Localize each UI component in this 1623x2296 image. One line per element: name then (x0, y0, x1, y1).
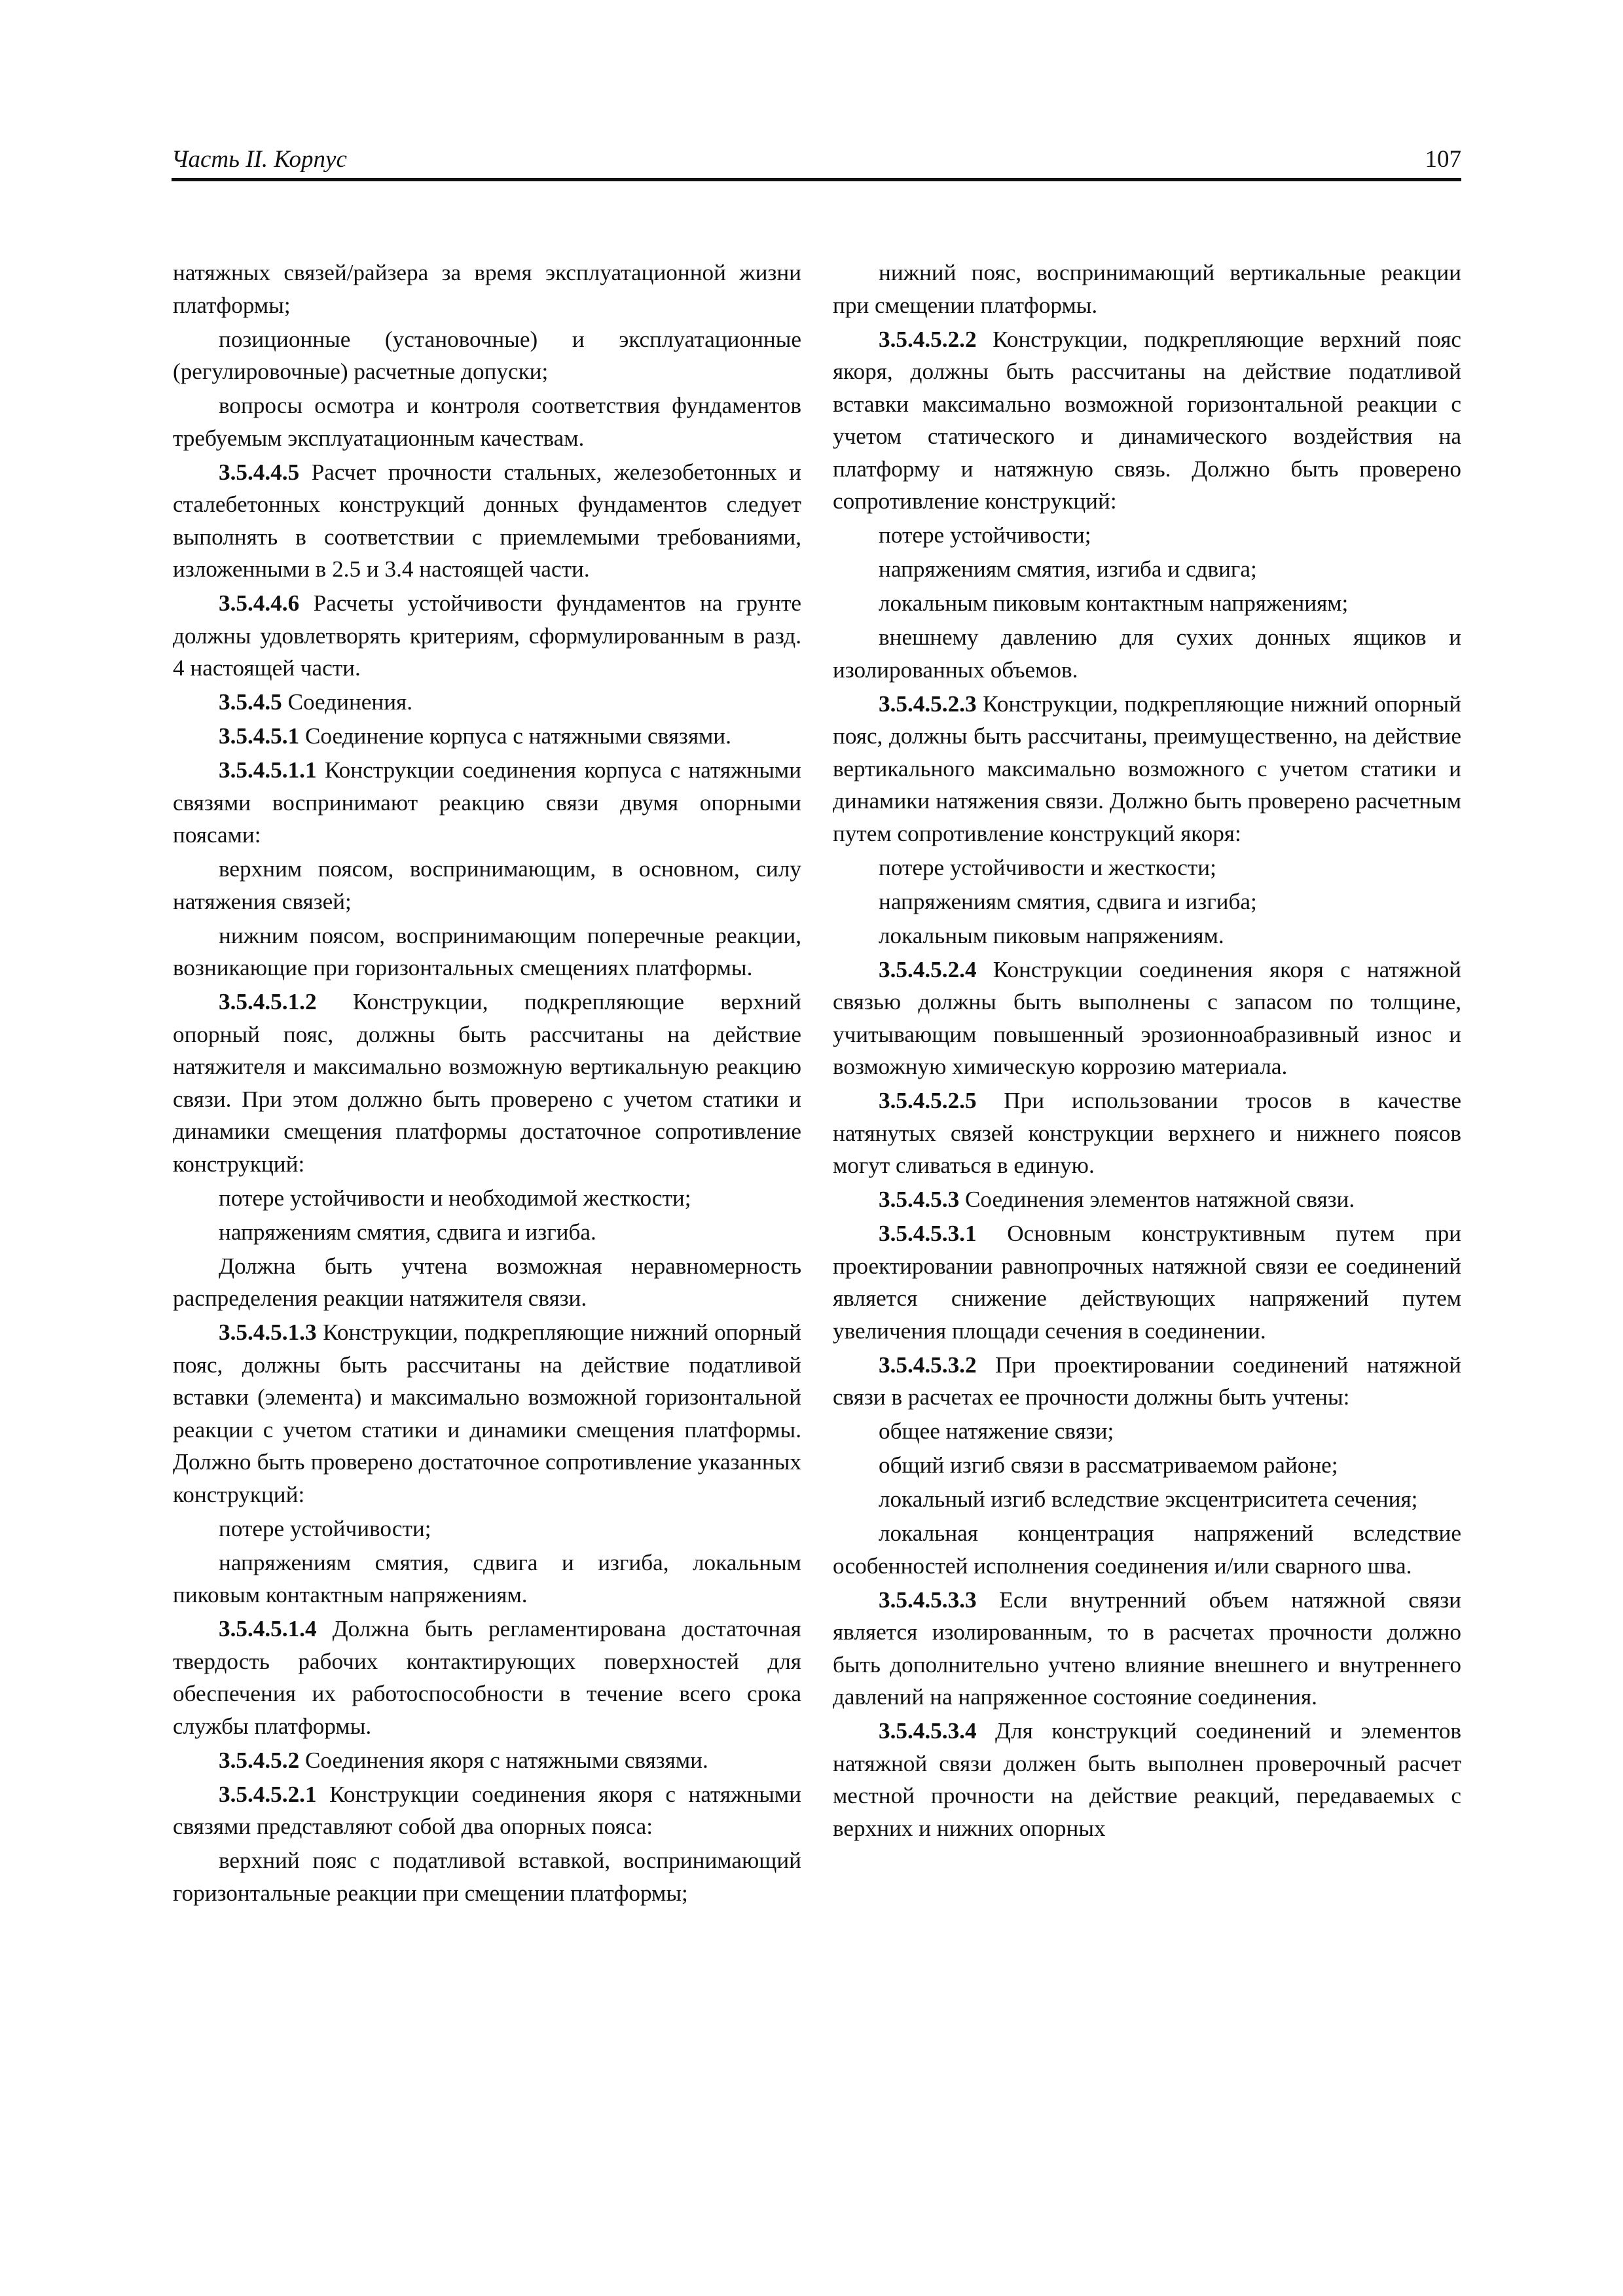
paragraph-text: локальным пиковым напряжениям. (879, 922, 1224, 948)
paragraph-text: При проектировании соединений натяжной связи в расчетах ее прочности должны быть учтены: (833, 1352, 1461, 1410)
paragraph-text: Соединения элементов натяжной связи. (959, 1187, 1355, 1212)
paragraph-text: Соединения. (282, 689, 413, 715)
paragraph-text: нижним поясом, воспринимающим поперечные реакции, возникающие при горизонтальных смещениях платформы. (173, 922, 801, 980)
paragraph-text: натяжных связей/райзера за время эксплуатационной жизни платформы; (173, 260, 801, 318)
clause-number: 3.5.4.4.6 (219, 590, 300, 616)
paragraph-text: нижний пояс, воспринимающий вертикальные реакции при смещении платформы. (833, 260, 1461, 318)
text-paragraph (833, 1449, 1461, 1482)
paragraph-text: напряжениям смятия, сдвига и изгиба; (879, 888, 1257, 914)
paragraph-text: Расчеты устойчивости фундаментов на грунте должны удовлетворять критериям, сформулированным в разд. 4 настоящей части. (173, 590, 801, 681)
paragraph-text: Конструкции, подкрепляющие верхний пояс якоря, должны быть рассчитаны на действие податливой вставки максимально возможной горизонтальной реакции с учетом статического и динамического воздействия на платформу и натяжную связь. Должно быть проверено сопротивление конструкций: (833, 326, 1461, 514)
paragraph-text: Конструкции соединения якоря с натяжными связями представляют собой два опорных пояса: (173, 1781, 801, 1839)
clause-paragraph (833, 1584, 1461, 1713)
page-number: 107 (1425, 146, 1461, 173)
paragraph-text: потере устойчивости; (219, 1515, 431, 1541)
text-paragraph (833, 852, 1461, 884)
paragraph-text: Расчет прочности стальных, железобетонных и сталебетонных конструкций донных фундаментов следует выполнять в соответствии с приемлемыми требованиями, изложенными в 2.5 и 3.4 настоящей части. (173, 459, 801, 582)
clause-paragraph (833, 1183, 1461, 1216)
clause-number: 3.5.4.4.5 (219, 459, 300, 485)
clause-number: 3.5.4.5 (219, 689, 282, 715)
text-paragraph (833, 587, 1461, 620)
paragraph-text: потере устойчивости и жесткости; (879, 854, 1216, 880)
paragraph-text: Основным конструктивным путем при проектировании равнопрочных натяжной связи ее соединений является снижение действующих напряжений путем увеличения площади сечения в соединении. (833, 1221, 1461, 1344)
paragraph-text: Конструкции соединения корпуса с натяжными связями воспринимают реакцию связи двумя опорными поясами: (173, 757, 801, 848)
clause-number: 3.5.4.5.3.4 (879, 1718, 977, 1744)
text-paragraph (173, 1182, 801, 1215)
paragraph-text: локальная концентрация напряжений вследствие особенностей исполнения соединения и/или сварного шва. (833, 1520, 1461, 1579)
clause-paragraph (833, 954, 1461, 1083)
clause-number: 3.5.4.5.3.3 (879, 1587, 977, 1613)
text-paragraph (833, 257, 1461, 321)
clause-paragraph (173, 720, 801, 753)
paragraph-text: позиционные (установочные) и эксплуатационные (регулировочные) расчетные допуски; (173, 326, 801, 384)
paragraph-text: общий изгиб связи в рассматриваемом районе; (879, 1452, 1338, 1478)
clause-paragraph (173, 1778, 801, 1843)
clause-number: 3.5.4.5.3.2 (879, 1352, 977, 1378)
paragraph-text: вопросы осмотра и контроля соответствия фундаментов требуемым эксплуатационным качествам. (173, 393, 801, 451)
clause-number: 3.5.4.5.1.4 (219, 1616, 317, 1641)
text-paragraph (833, 886, 1461, 918)
text-paragraph (833, 553, 1461, 586)
clause-number: 3.5.4.5.1.1 (219, 757, 317, 783)
paragraph-text: Должна быть учтена возможная неравномерность распределения реакции натяжителя связи. (173, 1253, 801, 1311)
paragraph-text: верхним поясом, воспринимающим, в основном, силу натяжения связей; (173, 856, 801, 914)
clause-paragraph (833, 1349, 1461, 1414)
paragraph-text: общее натяжение связи; (879, 1418, 1114, 1444)
text-paragraph (173, 1216, 801, 1249)
clause-paragraph (833, 1085, 1461, 1182)
clause-paragraph (173, 587, 801, 685)
paragraph-text: напряжениям смятия, сдвига и изгиба. (219, 1219, 596, 1245)
paragraph-text: локальный изгиб вследствие эксцентриситета сечения; (879, 1486, 1418, 1512)
paragraph-text: локальным пиковым контактным напряжениям; (879, 590, 1349, 616)
right-column (833, 257, 1461, 1846)
text-paragraph (833, 1517, 1461, 1582)
clause-paragraph (173, 1316, 801, 1511)
clause-paragraph (173, 686, 801, 719)
paragraph-text: Для конструкций соединений и элементов натяжной связи должен быть выполнен проверочный расчет местной прочности на действие реакций, передаваемых с верхних и нижних опорных (833, 1718, 1461, 1841)
header-rule (172, 178, 1461, 181)
paragraph-text: потере устойчивости; (879, 522, 1091, 548)
paragraph-text: Конструкции, подкрепляющие нижний опорный пояс, должны быть рассчитаны на действие податливой вставки (элемента) и максимально возможной горизонтальной реакции с учетом статики и динамики смещения платформы. Должно быть проверено достаточное сопротивление указанных конструкций: (173, 1319, 801, 1507)
running-header-title: Часть II. Корпус (172, 146, 347, 173)
paragraph-text: напряжениям смятия, изгиба и сдвига; (879, 556, 1257, 582)
left-column (173, 257, 801, 1911)
clause-paragraph (173, 456, 801, 586)
paragraph-text: Конструкции, подкрепляющие нижний опорный пояс, должны быть рассчитаны, преимущественно, на действие вертикального максимально возможного с учетом статики и динамики натяжения связи. Должно быть проверено расчетным путем сопротивление конструкций якоря: (833, 691, 1461, 846)
clause-number: 3.5.4.5.1.2 (219, 989, 317, 1014)
clause-paragraph (833, 1217, 1461, 1347)
clause-paragraph (833, 1715, 1461, 1844)
text-paragraph (833, 519, 1461, 552)
text-paragraph (173, 1844, 801, 1909)
text-paragraph (173, 853, 801, 918)
clause-number: 3.5.4.5.2.5 (879, 1088, 977, 1113)
paragraph-text: потере устойчивости и необходимой жесткости; (219, 1185, 691, 1211)
paragraph-text: верхний пояс с податливой вставкой, воспринимающий горизонтальные реакции при смещении платформы; (173, 1848, 801, 1906)
text-paragraph (173, 1547, 801, 1611)
text-paragraph (833, 1483, 1461, 1516)
paragraph-text: Конструкции соединения якоря с натяжной связью должны быть выполнены с запасом по толщине, учитывающим повышенный эрозионноабразивный износ и возможную химическую коррозию материала. (833, 956, 1461, 1079)
paragraph-text: Соединение корпуса с натяжными связями. (299, 723, 731, 749)
clause-paragraph (173, 1613, 801, 1742)
clause-paragraph (173, 754, 801, 852)
paragraph-text: внешнему давлению для сухих донных ящиков и изолированных объемов. (833, 624, 1461, 683)
clause-number: 3.5.4.5.2 (219, 1747, 300, 1773)
text-paragraph (173, 1513, 801, 1545)
clause-number: 3.5.4.5.2.4 (879, 956, 977, 982)
clause-number: 3.5.4.5.1.3 (219, 1319, 317, 1345)
clause-number: 3.5.4.5.2.2 (879, 326, 977, 352)
text-paragraph (833, 1415, 1461, 1448)
paragraph-text: При использовании тросов в качестве натянутых связей конструкции верхнего и нижнего поясов могут сливаться в единую. (833, 1088, 1461, 1178)
text-paragraph (833, 621, 1461, 686)
clause-number: 3.5.4.5.3 (879, 1187, 960, 1212)
running-header (172, 145, 1461, 178)
paragraph-text: Если внутренний объем натяжной связи является изолированным, то в расчетах прочности должно быть дополнительно учтено влияние внешнего и внутреннего давлений на напряженное состояние соединения. (833, 1587, 1461, 1710)
paragraph-text: Соединения якоря с натяжными связями. (299, 1747, 708, 1773)
clause-number: 3.5.4.5.3.1 (879, 1221, 977, 1246)
paragraph-text: Должна быть регламентирована достаточная твердость рабочих контактирующих поверхностей для обеспечения их работоспособности в течение всего срока службы платформы. (173, 1616, 801, 1739)
clause-number: 3.5.4.5.2.3 (879, 691, 977, 717)
clause-paragraph (173, 1744, 801, 1777)
text-paragraph (173, 920, 801, 984)
text-paragraph (173, 257, 801, 321)
clause-number: 3.5.4.5.2.1 (219, 1781, 317, 1807)
text-paragraph (173, 323, 801, 388)
text-paragraph (173, 389, 801, 454)
text-paragraph (173, 1250, 801, 1315)
paragraph-text: Конструкции, подкрепляющие верхний опорный пояс, должны быть рассчитаны на действие натяжителя и максимально возможную вертикальную реакцию связи. При этом должно быть проверено с учетом статики и динамики смещения платформы достаточное сопротивление конструкций: (173, 989, 801, 1177)
paragraph-text: напряжениям смятия, сдвига и изгиба, локальным пиковым контактным напряжениям. (173, 1549, 801, 1607)
clause-paragraph (173, 986, 801, 1180)
text-paragraph (833, 920, 1461, 952)
clause-number: 3.5.4.5.1 (219, 723, 300, 749)
clause-paragraph (833, 688, 1461, 850)
clause-paragraph (833, 323, 1461, 518)
